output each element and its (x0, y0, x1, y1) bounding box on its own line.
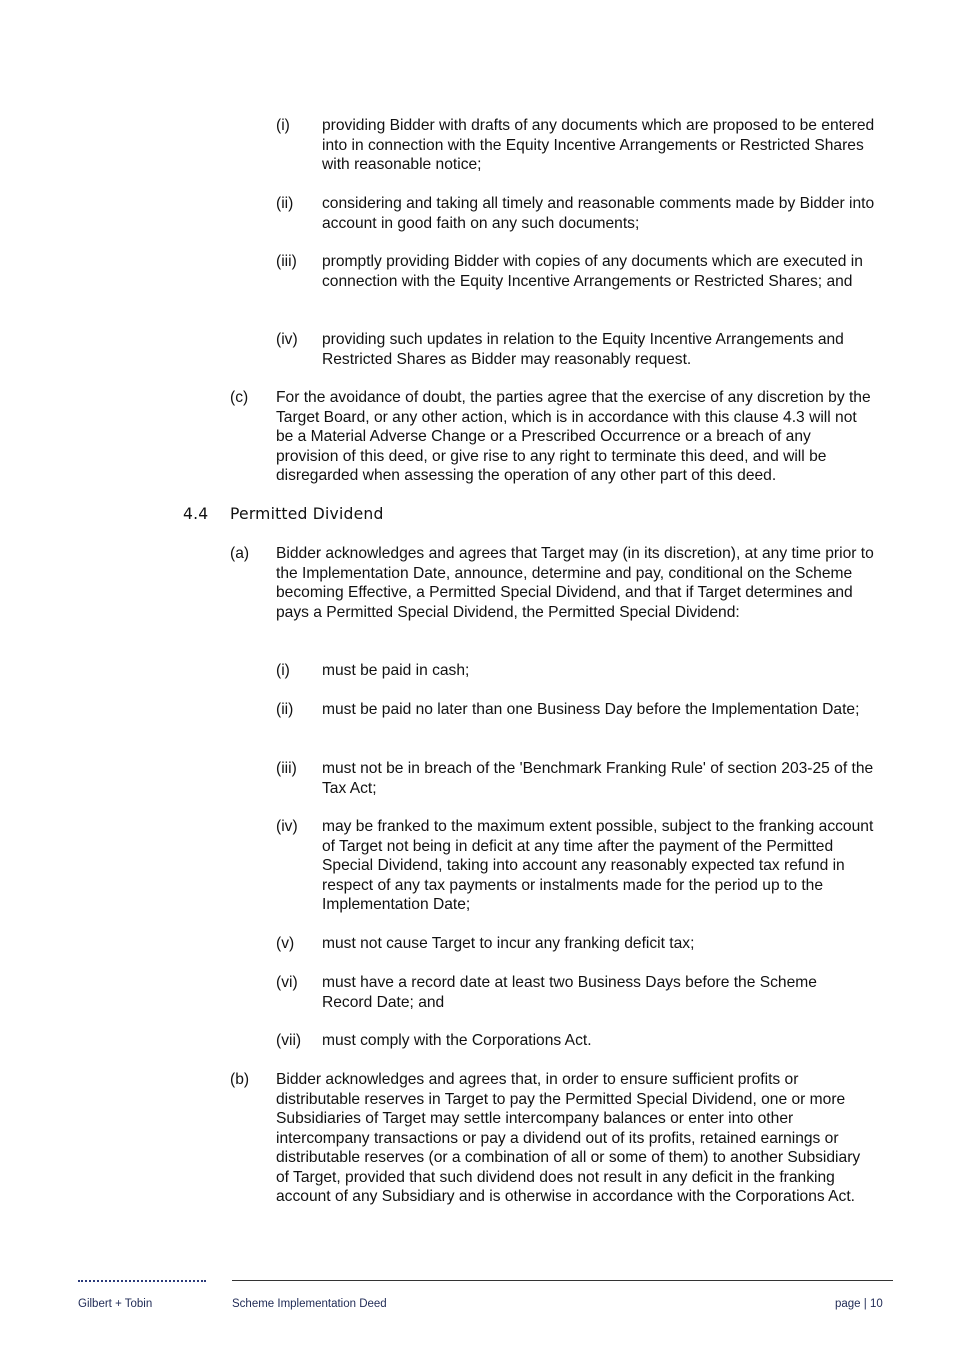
list-number: (a) (230, 545, 250, 562)
list-item-text: providing such updates in relation to the Equity Incentive Arrangements and Restricted Shares as Bidder may reasonably request. (322, 331, 844, 368)
footer-document-title: Scheme Implementation Deed (232, 1298, 387, 1310)
list-number: (vii) (276, 1032, 302, 1049)
section-title: Permitted Dividend (230, 505, 384, 523)
list-number: (ii) (276, 195, 294, 212)
list-item-text: must have a record date at least two Business Days before the Scheme Record Date; and (322, 974, 817, 1011)
list-number: (iii) (276, 253, 297, 270)
footer-firm-name: Gilbert + Tobin (78, 1298, 153, 1310)
list-number: (ii) (276, 701, 294, 718)
footer-dotted-rule (78, 1280, 206, 1282)
list-number: (v) (276, 935, 295, 952)
list-number: (c) (230, 389, 249, 406)
list-item-text: must not cause Target to incur any franking deficit tax; (322, 935, 695, 952)
list-item-text: considering and taking all timely and reasonable comments made by Bidder into account in good faith on any such documents; (322, 195, 875, 232)
list-number: (iv) (276, 818, 298, 835)
section-number: 4.4 (183, 505, 209, 523)
footer-page-number: page | 10 (835, 1298, 883, 1310)
list-number: (iv) (276, 331, 298, 348)
list-item-text: must be paid no later than one Business Day before the Implementation Date; (322, 701, 860, 718)
list-number: (i) (276, 662, 290, 679)
list-item-text: must not be in breach of the 'Benchmark Franking Rule' of section 203-25 of the Tax Act; (322, 760, 874, 797)
list-number: (vi) (276, 974, 298, 991)
list-item-text: must comply with the Corporations Act. (322, 1032, 592, 1049)
footer-rule (232, 1280, 893, 1281)
list-item-text: providing Bidder with drafts of any documents which are proposed to be entered into in connection with the Equity Incentive Arrangements or Restricted Shares with reasonable notice; (322, 117, 875, 173)
list-number: (b) (230, 1071, 250, 1088)
list-item-text: must be paid in cash; (322, 662, 470, 679)
list-item-text: may be franked to the maximum extent possible, subject to the franking account of Target not being in deficit at any time after the payment of the Permitted Special Dividend, taking into account any reasonably expected tax refund in respect of any tax payments or instalments made for the period up to the Implementation Date; (322, 818, 874, 913)
list-item-text: promptly providing Bidder with copies of any documents which are executed in connection with the Equity Incentive Arrangements or Restricted Shares; and (322, 253, 863, 290)
list-item-text: Bidder acknowledges and agrees that Target may (in its discretion), at any time prior to the Implementation Date, announce, determine and pay, conditional on the Scheme becoming Effective, a Permitted Special Dividend, and that if Target determines and pays a Permitted Special Dividend, the Permitted Special Dividend: (276, 545, 874, 621)
list-item-text: For the avoidance of doubt, the parties agree that the exercise of any discretion by the Target Board, or any other action, which is in accordance with this clause 4.3 will not be a Material Adverse Change or a Prescribed Occurrence or a breach of any provision of this deed, or give rise to any right to terminate this deed, and will be disregarded when assessing the operation of any other part of this deed. (276, 389, 871, 484)
list-item-text: Bidder acknowledges and agrees that, in order to ensure sufficient profits or distributable reserves in Target to pay the Permitted Special Dividend, one or more Subsidiaries of Target may settle intercompany balances or enter into other intercompany transactions or pay a dividend out of its profits, retained earnings or distributable reserves (or a combination of all or some of them) to another Subsidiary of Target, provided that such dividend does not result in any deficit in the franking account of any Subsidiary and is otherwise in accordance with the Corporations Act. (276, 1071, 861, 1205)
list-number: (i) (276, 117, 290, 134)
list-number: (iii) (276, 760, 297, 777)
